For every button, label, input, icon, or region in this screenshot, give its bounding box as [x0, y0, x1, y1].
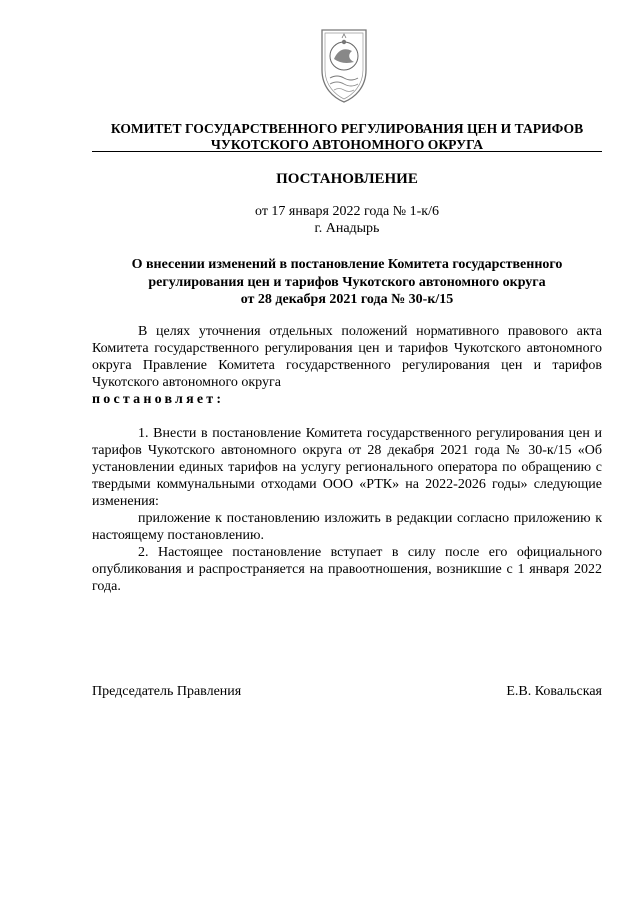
organization-name	[92, 121, 602, 153]
resolves-keyword: постановляет:	[92, 392, 225, 407]
item-2-paragraph: 2. Настоящее постановление вступает в силу после его официального опубликования и распространяется на правоотношения, возникшие с 1 января 2022 года.	[92, 545, 602, 594]
subject-line-3: от 28 декабря 2021 года № 30-к/15	[240, 292, 454, 307]
header-divider	[92, 151, 602, 152]
document-title: ПОСТАНОВЛЕНИЕ	[276, 171, 418, 187]
chukotka-coat-of-arms-icon	[308, 26, 380, 106]
signature-block	[92, 683, 602, 700]
document-subject	[92, 256, 602, 309]
signatory-position: Председатель Правления	[92, 684, 242, 699]
item-1-subparagraph: приложение к постановлению изложить в редакции согласно приложению к настоящему постановлению.	[92, 511, 602, 543]
signatory-name: Е.В. Ковальская	[506, 684, 602, 699]
document-city: г. Анадырь	[314, 221, 380, 236]
organization-name-line-2: ЧУКОТСКОГО АВТОНОМНОГО ОКРУГА	[210, 137, 484, 152]
organization-name-line-1: КОМИТЕТ ГОСУДАРСТВЕННОГО РЕГУЛИРОВАНИЯ ЦЕН И ТАРИФОВ	[110, 121, 584, 136]
subject-line-2: регулирования цен и тарифов Чукотского автономного округа	[148, 274, 546, 290]
document-meta	[92, 203, 602, 237]
subject-line-1: О внесении изменений в постановление Комитета государственного	[131, 257, 563, 272]
item-1-paragraph: 1. Внести в постановление Комитета государственного регулирования цен и тарифов Чукотского автономного округа от 28 декабря 2021 года № 30-к/15 «Об установлении единых тарифов на услугу регионального оператора по обращению с твердыми коммунальными отходами ООО «РТК» на 2022-2026 годы» следующие изменения:	[92, 426, 602, 509]
document-body	[92, 323, 602, 595]
preamble-paragraph: В целях уточнения отдельных положений нормативного правового акта Комитета государственного регулирования цен и тарифов Чукотского автономного округа Правление Комитета государственного регулирования цен и тарифов Чукотского автономного округа	[92, 324, 602, 390]
document-date-number: от 17 января 2022 года № 1-к/6	[255, 204, 439, 219]
